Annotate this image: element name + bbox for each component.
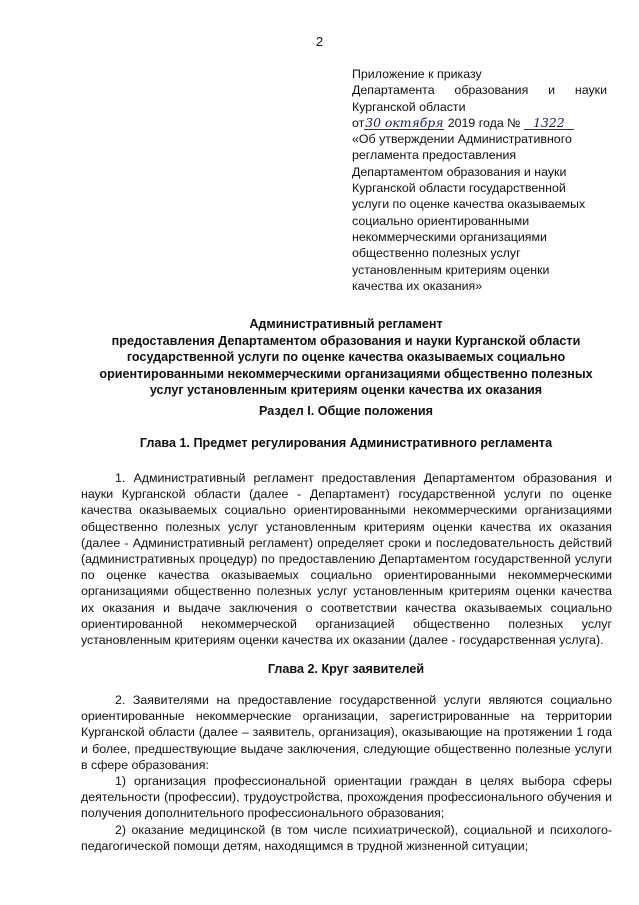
appendix-title-line: социально ориентированными xyxy=(352,213,530,228)
appendix-title-line: общественно полезных услуг xyxy=(352,246,521,261)
chapter-2-paragraph: 2. Заявителями на предоставление государственной услуги являются социально ориентированные некоммерческие организации, зарегистрированные на территории Курганской области (далее – заявитель, организация), оказывающие на протяжении 1 года и более, предшествующие выдаче заключения, следующие общественно полезные услуги в сфере образования: xyxy=(81,693,612,772)
appendix-title-line: качества их оказания» xyxy=(352,278,483,293)
appendix-title-line: услуги по оценке качества оказываемых xyxy=(352,197,586,212)
section-title: Раздел I. Общие положения xyxy=(259,404,433,418)
regulation-heading-line: государственной услуги по оценке качества оказываемых социально xyxy=(126,350,566,364)
list-item: 1) организация профессиональной ориентации граждан в целях выбора сферы деятельности (профессии), трудоустройства, прохождения профессионального обучения и получения дополнительного профессионального образования; xyxy=(81,774,612,821)
list-item: 2) оказание медицинской (в том числе психиатрической), социальной и психолого-педагогической помощи детям, находящимся в трудной жизненной ситуации; xyxy=(81,822,612,853)
regulation-heading-line: услуг установленным критериям оценки качества их оказания xyxy=(149,383,543,397)
appendix-line-3: Курганской области xyxy=(352,99,466,114)
page-number: 2 xyxy=(315,34,324,49)
appendix-line-1: Приложение к приказу xyxy=(352,67,482,81)
chapter-2-title: Глава 2. Круг заявителей xyxy=(267,662,425,676)
regulation-heading xyxy=(96,316,596,399)
date-prefix: от xyxy=(352,115,365,130)
chapter-1-title: Глава 1. Предмет регулирования Административного регламента xyxy=(139,436,553,450)
appendix-line-2: Департамента образования и науки xyxy=(352,83,607,98)
regulation-heading-line: предоставления Департаментом образования и науки Курганской области xyxy=(111,333,581,348)
appendix-date-line xyxy=(352,115,607,131)
appendix-title-line: «Об утверждении Административного xyxy=(352,132,572,147)
handwritten-number: 1322 xyxy=(524,116,574,130)
handwritten-date: 30 октября xyxy=(365,114,444,130)
appendix-title-line: регламента предоставления xyxy=(352,148,517,163)
regulation-heading-line: Административный регламент xyxy=(249,317,443,331)
date-middle: 2019 года № xyxy=(447,115,521,130)
appendix-title-line: Курганской области государственной xyxy=(352,181,566,196)
appendix-title-line: некоммерческими организациями xyxy=(352,229,547,244)
regulation-heading-line: ориентированными некоммерческими организациями общественно полезных xyxy=(99,366,593,381)
appendix-title-line: Департаментом образования и науки xyxy=(352,164,567,179)
appendix-block xyxy=(352,66,607,294)
chapter-2-body xyxy=(81,692,612,854)
appendix-title-line: установленным критериям оценки xyxy=(352,262,550,277)
chapter-1-paragraph: 1. Административный регламент предоставления Департаментом образования и науки Курганской области (далее - Департамент) государственной услуги по оценке качества оказываемых социально ориентированными некоммерческими организациями общественно полезных услуг установленным критериям оценки качества их оказания (далее - Административный регламент) определяет сроки и последовательность действий (административных процедур) по предоставлению Департаментом государственной услуги по оценке качества оказываемых социально ориентированными некоммерческими организациями общественно полезных услуг установленным критериям оценки качества их оказания и выдаче заключения о соответствии качества оказываемых социально ориентированной некоммерческой организацией общественно полезных услуг установленным критериям оценки качества их оказании (далее - государственная услуга). xyxy=(81,471,612,648)
